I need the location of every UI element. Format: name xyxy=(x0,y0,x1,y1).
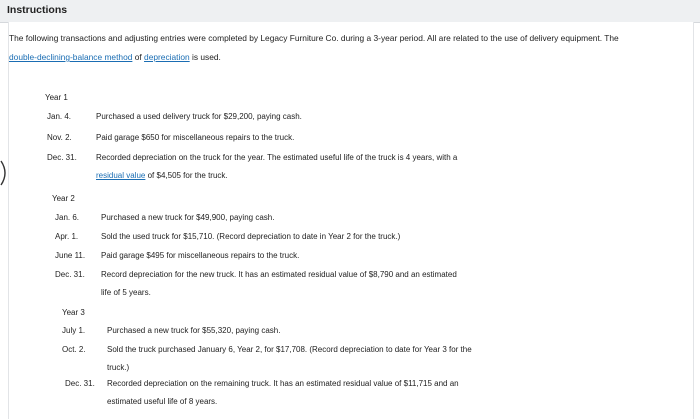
list-item xyxy=(62,341,662,377)
entry-date: Dec. 31. xyxy=(47,153,77,162)
entry-description-line: Sold the truck purchased January 6, Year 2, for $17,708. (Record depreciation to date for Year 3 for the xyxy=(107,345,472,354)
year-1-label: Year 1 xyxy=(45,93,68,102)
list-item xyxy=(47,108,667,126)
intro-text-before: The following transactions and adjusting entries were completed by Legacy Furniture Co. during a 3-year period. All are related to the use of delivery equipment. The xyxy=(9,33,619,43)
list-item xyxy=(62,322,662,340)
list-item xyxy=(47,129,667,147)
entry-description xyxy=(107,375,459,411)
entry-description xyxy=(107,341,472,377)
entry-description-line: Recorded depreciation on the remaining truck. It has an estimated residual value of $11,715 and an xyxy=(107,379,459,388)
entry-description: Purchased a new truck for $55,320, paying cash. xyxy=(107,326,281,335)
list-item xyxy=(65,375,665,413)
entry-description-line: life of 5 years. xyxy=(101,288,151,297)
entry-description: Paid garage $495 for miscellaneous repairs to the truck. xyxy=(101,251,300,260)
list-item xyxy=(55,228,665,246)
entry-description-line: Record depreciation for the new truck. It has an estimated residual value of $8,790 and an estimated xyxy=(101,270,457,279)
entry-date: Nov. 2. xyxy=(47,133,72,142)
instructions-title: Instructions xyxy=(7,4,68,16)
entry-description: Sold the used truck for $15,710. (Record depreciation to date in Year 2 for the truck.) xyxy=(101,232,401,241)
instructions-header xyxy=(0,0,700,23)
entry-description: Paid garage $650 for miscellaneous repairs to the truck. xyxy=(96,133,295,142)
entry-description-line: truck.) xyxy=(107,363,130,372)
entry-date: June 11. xyxy=(55,251,86,260)
entry-description-line-end: of $4,505 for the truck. xyxy=(145,171,228,180)
intro-paragraph xyxy=(9,29,679,67)
entry-description xyxy=(96,149,457,185)
entry-description-line xyxy=(96,167,457,185)
list-item xyxy=(55,247,665,265)
entry-description-line: Recorded depreciation on the truck for the year. The estimated useful life of the truck is 4 years, with a xyxy=(96,153,458,162)
intro-text-after: is used. xyxy=(189,52,221,62)
entry-description: Purchased a used delivery truck for $29,200, paying cash. xyxy=(96,112,302,121)
entry-description-line: estimated useful life of 8 years. xyxy=(107,397,218,406)
list-item xyxy=(55,209,665,227)
depreciation-link[interactable]: depreciation xyxy=(144,52,190,62)
double-declining-balance-link[interactable]: double-declining-balance method xyxy=(9,52,133,62)
residual-value-link[interactable]: residual value xyxy=(96,171,146,180)
list-item xyxy=(47,149,667,187)
year-3-label: Year 3 xyxy=(62,308,85,317)
entry-description: Purchased a new truck for $49,900, paying cash. xyxy=(101,213,275,222)
entry-date: Apr. 1. xyxy=(55,232,79,241)
entry-date: Dec. 31. xyxy=(65,379,95,388)
intro-text-mid: of xyxy=(132,52,145,62)
entry-date: Jan. 4. xyxy=(47,112,72,121)
year-2-label: Year 2 xyxy=(52,194,75,203)
entry-date: July 1. xyxy=(62,326,86,335)
entry-date: Jan. 6. xyxy=(55,213,80,222)
entry-date: Dec. 31. xyxy=(55,270,85,279)
entry-date: Oct. 2. xyxy=(62,345,86,354)
list-item xyxy=(55,266,665,304)
collapse-arrow-icon[interactable] xyxy=(0,160,10,186)
entry-description xyxy=(101,266,457,302)
